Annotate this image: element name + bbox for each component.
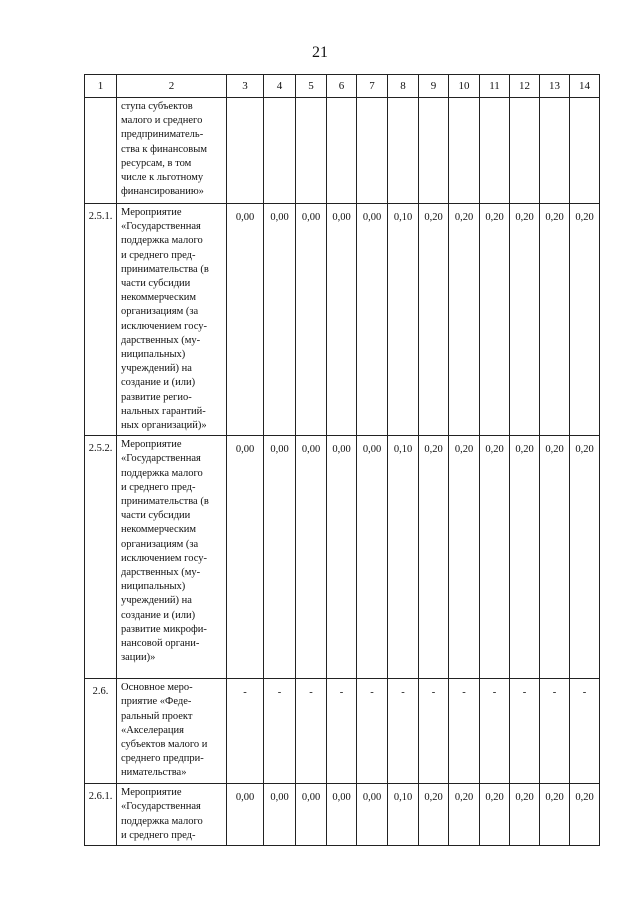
- value-cell: -: [388, 679, 419, 784]
- row-name-line: ниципальных): [121, 349, 186, 361]
- table-row: [85, 436, 600, 679]
- row-name-line: части субсидии: [121, 510, 191, 522]
- value-cell: -: [227, 679, 264, 784]
- value-cell: 0,00: [227, 436, 264, 679]
- row-name-line: приятие «Феде-: [121, 696, 192, 708]
- row-name-line: субъектов малого и: [121, 739, 208, 751]
- row-name-line: ных организаций)»: [121, 420, 207, 432]
- row-name-line: «Государственная: [121, 221, 201, 233]
- row-name-line: некоммерческим: [121, 524, 197, 536]
- value-cell: [480, 98, 510, 204]
- table-row: [85, 204, 600, 436]
- row-number: 2.5.2.: [85, 436, 117, 679]
- row-name-line: дарственных (му-: [121, 567, 201, 579]
- row-name-line: предприниматель-: [121, 129, 204, 141]
- value-cell: -: [449, 679, 480, 784]
- value-cell: -: [570, 679, 600, 784]
- row-name-line: нансовой органи-: [121, 638, 200, 650]
- column-header: 3: [227, 75, 264, 98]
- row-name-line: создание и (или): [121, 377, 196, 389]
- value-cell: 0,20: [480, 436, 510, 679]
- value-cell: -: [357, 679, 388, 784]
- row-name-line: Основное меро-: [121, 682, 193, 694]
- row-name-line: и среднего пред-: [121, 481, 196, 493]
- value-cell: [227, 98, 264, 204]
- value-cell: [570, 98, 600, 204]
- value-cell: [510, 98, 540, 204]
- row-name-line: и среднего пред-: [121, 249, 196, 261]
- row-number: 2.6.: [85, 679, 117, 784]
- value-cell: 0,00: [327, 204, 357, 436]
- value-cell: 0,20: [540, 436, 570, 679]
- value-cell: [388, 98, 419, 204]
- row-name-line: нальных гарантий-: [121, 405, 206, 417]
- row-name-line: развитие регио-: [121, 391, 192, 403]
- column-header: 9: [419, 75, 449, 98]
- value-cell: 0,00: [327, 784, 357, 846]
- column-header: 13: [540, 75, 570, 98]
- value-cell: -: [419, 679, 449, 784]
- row-name-line: развитие микрофи-: [121, 623, 207, 635]
- value-cell: 0,20: [570, 784, 600, 846]
- value-cell: 0,00: [264, 784, 296, 846]
- row-name: [117, 204, 227, 436]
- header-row: [85, 75, 600, 98]
- value-cell: 0,00: [357, 204, 388, 436]
- row-name-line: Мероприятие: [121, 207, 182, 218]
- row-name-line: исключением госу-: [121, 320, 207, 332]
- row-name-line: дарственных (му-: [121, 334, 201, 346]
- row-name-line: некоммерческим: [121, 292, 197, 304]
- row-name-line: части субсидии: [121, 278, 191, 290]
- row-name-line: ресурсам, в том: [121, 157, 192, 169]
- row-number: 2.5.1.: [85, 204, 117, 436]
- row-name-line: ступа субъектов: [121, 101, 193, 112]
- value-cell: 0,20: [419, 436, 449, 679]
- value-cell: 0,00: [296, 436, 327, 679]
- value-cell: [449, 98, 480, 204]
- row-name-line: Мероприятие: [121, 439, 182, 451]
- column-header: 1: [85, 75, 117, 98]
- row-name-line: «Государственная: [121, 801, 201, 813]
- value-cell: [264, 98, 296, 204]
- column-header: 7: [357, 75, 388, 98]
- row-name-line: учреждений) на: [121, 595, 192, 607]
- column-header: 10: [449, 75, 480, 98]
- value-cell: 0,20: [480, 204, 510, 436]
- column-header: 4: [264, 75, 296, 98]
- row-name-line: «Акселерация: [121, 724, 184, 736]
- value-cell: 0,00: [357, 784, 388, 846]
- value-cell: 0,20: [449, 436, 480, 679]
- row-name-line: ства к финансовым: [121, 143, 207, 155]
- row-number: 2.6.1.: [85, 784, 117, 846]
- value-cell: [327, 98, 357, 204]
- value-cell: -: [296, 679, 327, 784]
- value-cell: 0,20: [570, 204, 600, 436]
- value-cell: [357, 98, 388, 204]
- value-cell: [419, 98, 449, 204]
- row-name-line: исключением госу-: [121, 552, 207, 564]
- row-name-line: поддержка малого: [121, 235, 203, 247]
- value-cell: 0,10: [388, 204, 419, 436]
- value-cell: [540, 98, 570, 204]
- value-cell: 0,20: [449, 784, 480, 846]
- row-name: [117, 679, 227, 784]
- row-name-line: среднего предпри-: [121, 753, 204, 765]
- row-name-line: Мероприятие: [121, 787, 182, 799]
- page-number: 21: [312, 44, 328, 61]
- row-name-line: нимательства»: [121, 767, 187, 779]
- column-header: 6: [327, 75, 357, 98]
- value-cell: 0,00: [327, 436, 357, 679]
- value-cell: 0,20: [570, 436, 600, 679]
- column-header: 14: [570, 75, 600, 98]
- indicators-table: [84, 74, 600, 846]
- value-cell: 0,00: [227, 784, 264, 846]
- row-name-line: финансированию»: [121, 186, 204, 198]
- value-cell: -: [327, 679, 357, 784]
- table-row: [85, 98, 600, 204]
- value-cell: -: [480, 679, 510, 784]
- value-cell: 0,20: [480, 784, 510, 846]
- row-name-line: и среднего пред-: [121, 829, 196, 841]
- row-name-line: организациям (за: [121, 538, 199, 550]
- value-cell: -: [510, 679, 540, 784]
- value-cell: -: [540, 679, 570, 784]
- value-cell: 0,10: [388, 436, 419, 679]
- value-cell: 0,20: [510, 204, 540, 436]
- value-cell: 0,10: [388, 784, 419, 846]
- value-cell: 0,00: [227, 204, 264, 436]
- row-name-line: принимательства (в: [121, 263, 209, 275]
- row-name-line: «Государственная: [121, 453, 201, 465]
- row-number: [85, 98, 117, 204]
- value-cell: 0,20: [540, 204, 570, 436]
- column-header: 5: [296, 75, 327, 98]
- row-name-line: принимательства (в: [121, 496, 209, 508]
- value-cell: 0,00: [296, 784, 327, 846]
- value-cell: -: [264, 679, 296, 784]
- table-row: [85, 784, 600, 846]
- value-cell: 0,20: [510, 784, 540, 846]
- row-name-line: поддержка малого: [121, 815, 203, 827]
- table-row: [85, 679, 600, 784]
- row-name-line: ниципальных): [121, 581, 186, 593]
- row-name-line: числе к льготному: [121, 172, 204, 184]
- column-header: 11: [480, 75, 510, 98]
- row-name-line: организациям (за: [121, 306, 199, 318]
- column-header: 8: [388, 75, 419, 98]
- value-cell: 0,20: [540, 784, 570, 846]
- row-name-line: зации)»: [121, 652, 156, 664]
- value-cell: 0,00: [264, 204, 296, 436]
- row-name: [117, 436, 227, 679]
- row-name-line: учреждений) на: [121, 363, 192, 375]
- row-name: [117, 784, 227, 846]
- value-cell: 0,20: [419, 784, 449, 846]
- row-name-line: поддержка малого: [121, 467, 203, 479]
- row-name-line: ральный проект: [121, 710, 193, 722]
- column-header: 2: [117, 75, 227, 98]
- value-cell: 0,00: [296, 204, 327, 436]
- value-cell: 0,20: [449, 204, 480, 436]
- value-cell: 0,20: [419, 204, 449, 436]
- row-name-line: малого и среднего: [121, 115, 203, 127]
- value-cell: 0,20: [510, 436, 540, 679]
- value-cell: 0,00: [357, 436, 388, 679]
- column-header: 12: [510, 75, 540, 98]
- value-cell: [296, 98, 327, 204]
- row-name: [117, 98, 227, 204]
- row-name-line: создание и (или): [121, 609, 196, 621]
- value-cell: 0,00: [264, 436, 296, 679]
